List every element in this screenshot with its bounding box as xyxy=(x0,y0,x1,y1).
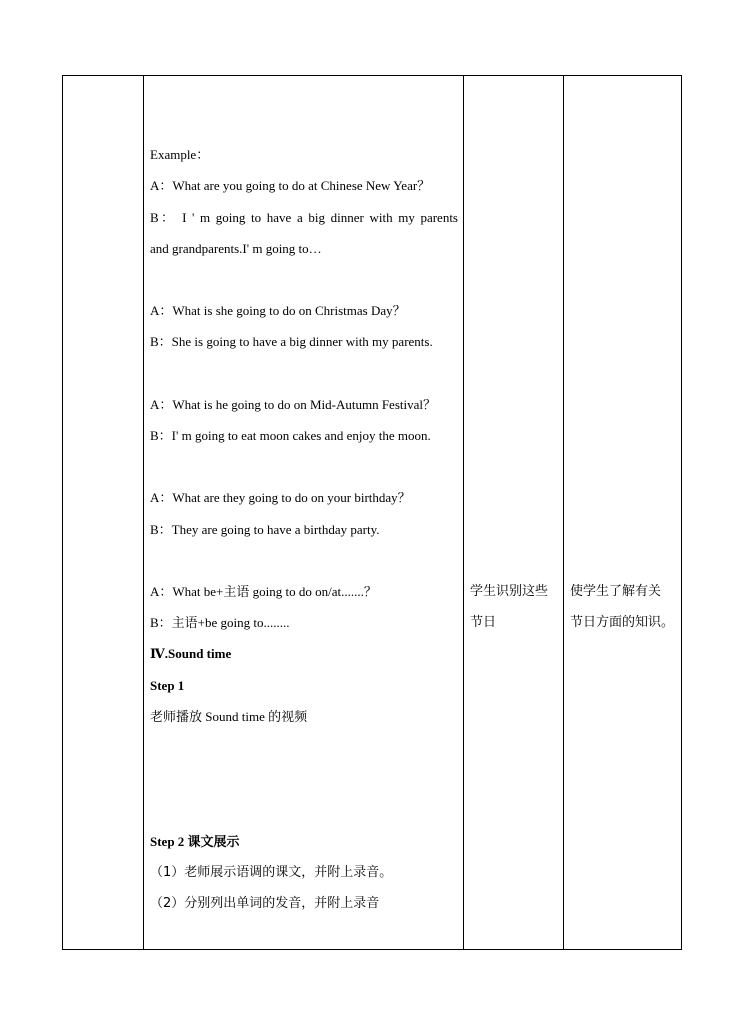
dialog-line: B：She is going to have a big dinner with my parents. xyxy=(150,334,433,349)
sentence-pattern: B：主语+be going to........ xyxy=(150,615,290,630)
step-item: （1）老师展示语调的课文，并附上录音。 xyxy=(150,865,393,880)
design-intent-text: 使学生了解有关 xyxy=(570,584,662,599)
column-divider xyxy=(463,76,464,949)
step-item: （2）分别列出单词的发音，并附上录音 xyxy=(150,896,380,911)
dialog-line: B：I' m going to eat moon cakes and enjoy the moon. xyxy=(150,428,431,443)
dialog-line: A：What are they going to do on your birthday？ xyxy=(150,490,411,505)
step-heading: Step 2 课文展示 xyxy=(150,834,240,849)
dialog-line: A：What is he going to do on Mid-Autumn Festival？ xyxy=(150,397,436,412)
stage-column xyxy=(63,76,143,949)
design-intent-column xyxy=(570,76,682,949)
design-intent-text: 节日方面的知识。 xyxy=(570,615,675,630)
step-heading: Step 1 xyxy=(150,678,185,693)
dialog-line: and grandparents.I' m going to… xyxy=(150,241,322,256)
column-divider xyxy=(563,76,564,949)
student-activity-text: 节日 xyxy=(470,615,497,630)
step-text: 老师播放 Sound time 的视频 xyxy=(150,709,308,724)
teaching-process-column xyxy=(150,76,458,949)
section-heading: Ⅳ.Sound time xyxy=(150,646,232,661)
sentence-pattern: A：What be+主语 going to do on/at.......？ xyxy=(150,584,377,599)
dialog-line: B： I ' m going to have a big dinner with my parents xyxy=(150,210,458,225)
dialog-line: B：They are going to have a birthday party. xyxy=(150,522,380,537)
example-label: Example： xyxy=(150,147,210,162)
dialog-line: A：What is she going to do on Christmas Day？ xyxy=(150,303,406,318)
column-divider xyxy=(143,76,144,949)
student-activity-column xyxy=(470,76,560,949)
student-activity-text: 学生识别这些 xyxy=(470,584,549,599)
lesson-plan-table xyxy=(62,75,682,950)
dialog-line: A：What are you going to do at Chinese New Year？ xyxy=(150,178,431,193)
